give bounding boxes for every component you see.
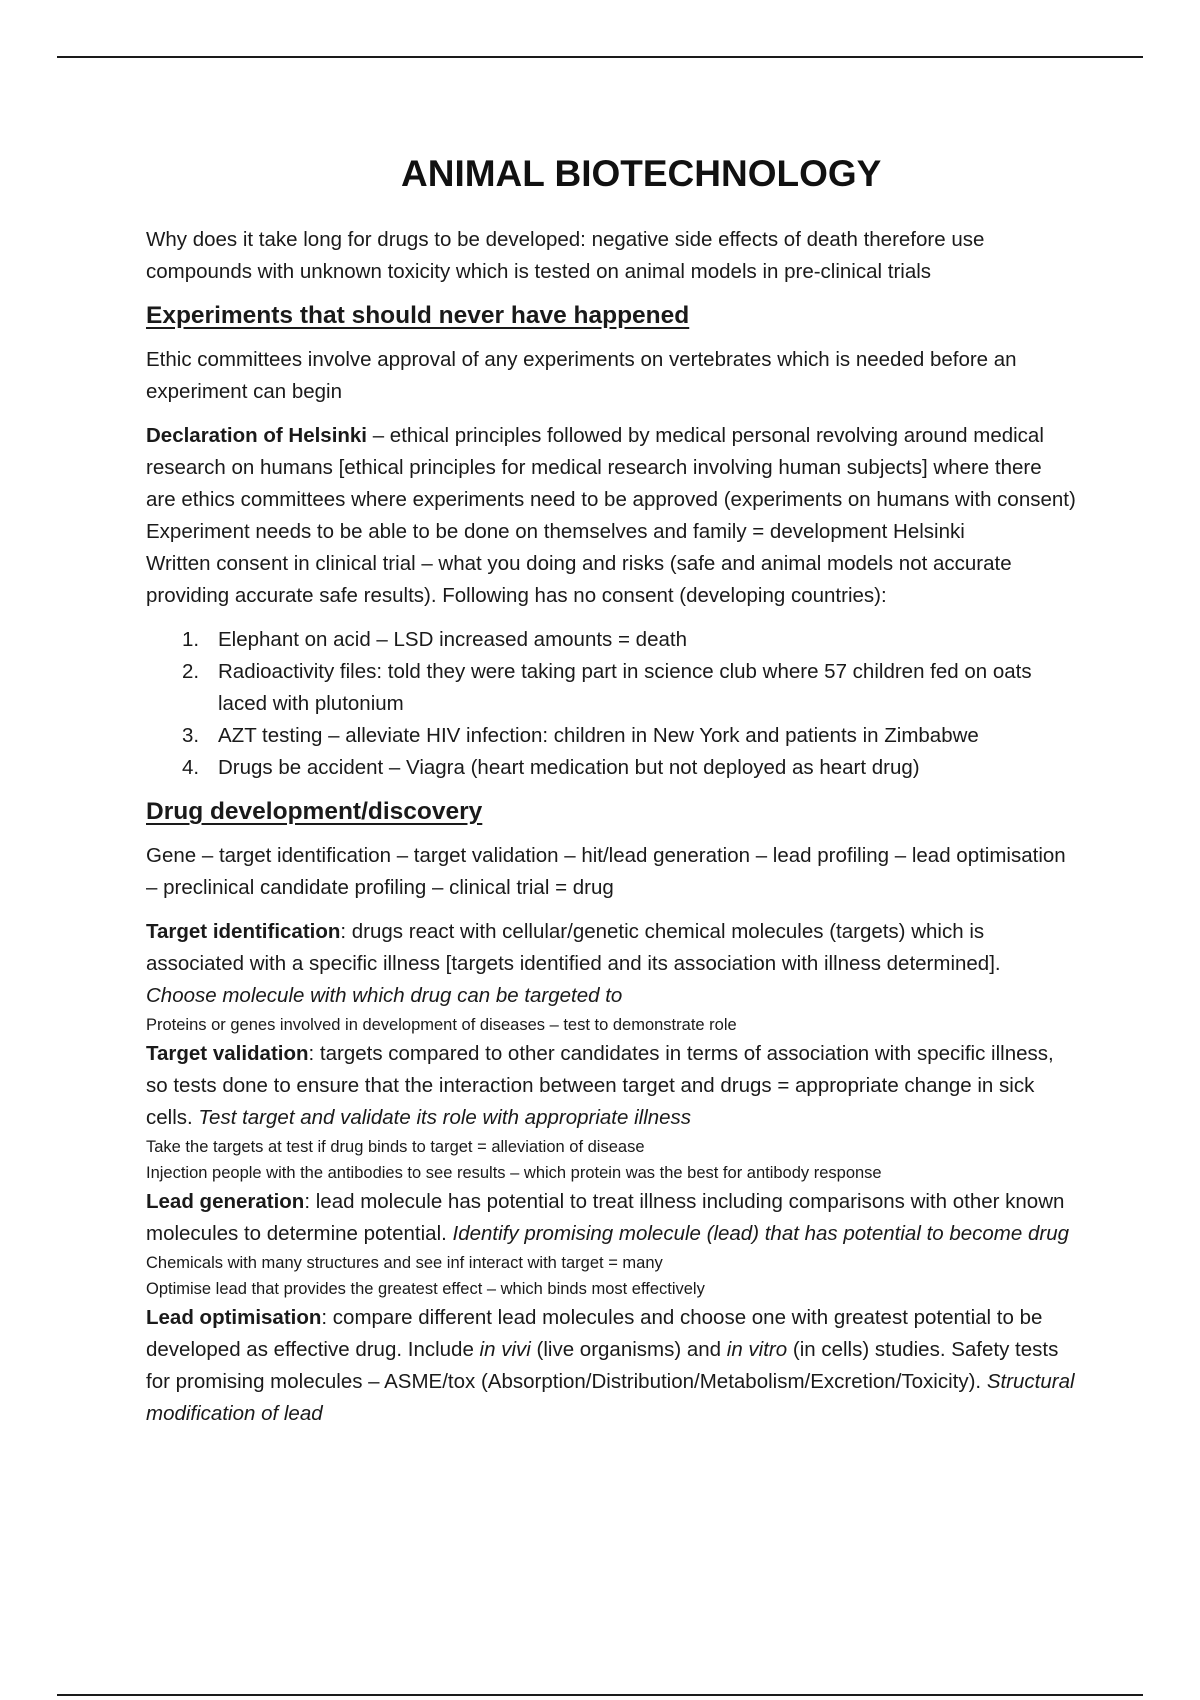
- lead-generation-note: Optimise lead that provides the greatest effect – which binds most effectively: [146, 1280, 705, 1298]
- ethic-paragraph: Ethic committees involve approval of any experiments on vertebrates which is needed before an experiment can begin: [146, 348, 1017, 403]
- list-item: 2. Radioactivity files: told they were taking part in science club where 57 children fed on oats laced with plutonium: [182, 660, 1032, 715]
- page-title: ANIMAL BIOTECHNOLOGY: [401, 153, 882, 194]
- helsinki-text: – ethical principles followed by medical personal revolving around medical research on humans [ethical principles for medical research involving human subjects] where there are ethics committees where experiments need to be approved (experiments on humans with consent): [146, 424, 1076, 511]
- lead-optimisation-paragraph: Lead optimisation: compare different lead molecules and choose one with greatest potential to be developed as effective drug. Include in vivi (live organisms) and in vitro (in cells) studies. Safety tests for promising molecules – ASME/tox (Absorption/Distribution/Metabolism/Excretion/Toxicity). Structural modification of lead: [146, 1306, 1075, 1425]
- target-validation-term: Target validation: [146, 1042, 309, 1065]
- target-identification-note: Proteins or genes involved in development of diseases – test to demonstrate role: [146, 1016, 737, 1034]
- list-item: 3. AZT testing – alleviate HIV infection: children in New York and patients in Zimbabwe: [182, 724, 979, 747]
- document-body: [146, 146, 1076, 1430]
- helsinki-term: Declaration of Helsinki: [146, 424, 368, 447]
- lead-generation-term: Lead generation: [146, 1190, 305, 1213]
- helsinki-paragraph: [146, 420, 1076, 516]
- section-heading-experiments: Experiments that should never have happened: [146, 302, 690, 329]
- target-validation-note: Take the targets at test if drug binds to target = alleviation of disease: [146, 1138, 645, 1156]
- list-item: 4. Drugs be accident – Viagra (heart medication but not deployed as heart drug): [182, 756, 920, 779]
- consent-paragraph: Written consent in clinical trial – what you doing and risks (safe and animal models not accurate providing accurate safe results). Following has no consent (developing countries):: [146, 552, 1012, 607]
- no-consent-list: [146, 624, 1076, 784]
- lead-generation-paragraph: Lead generation: lead molecule has potential to treat illness including comparisons with other known molecules to determine potential. Identify promising molecule (lead) that has potential to become drug: [146, 1190, 1070, 1245]
- pipeline-paragraph: Gene – target identification – target validation – hit/lead generation – lead profiling – lead optimisation – preclinical candidate profiling – clinical trial = drug: [146, 844, 1066, 899]
- intro-paragraph: Why does it take long for drugs to be developed: negative side effects of death therefore use compounds with unknown toxicity which is tested on animal models in pre-clinical trials: [146, 228, 985, 283]
- lead-generation-note: Chemicals with many structures and see inf interact with target = many: [146, 1254, 663, 1272]
- section-heading-drug-development: Drug development/discovery: [146, 798, 483, 825]
- target-validation-paragraph: Target validation: targets compared to other candidates in terms of association with specific illness, so tests done to ensure that the interaction between target and drugs = appropriate change in sick cells. Test target and validate its role with appropriate illness: [146, 1042, 1054, 1129]
- list-item: 1. Elephant on acid – LSD increased amounts = death: [182, 628, 687, 651]
- target-identification-term: Target identification: [146, 920, 341, 943]
- target-identification-paragraph: Target identification: drugs react with cellular/genetic chemical molecules (targets) which is associated with a specific illness [targets identified and its association with illness determined]. Choose molecule with which drug can be targeted to: [146, 920, 1001, 1007]
- target-validation-note: Injection people with the antibodies to see results – which protein was the best for antibody response: [146, 1164, 882, 1182]
- bottom-rule: [57, 1694, 1143, 1696]
- top-rule: [57, 56, 1143, 58]
- experiment-line: Experiment needs to be able to be done on themselves and family = development Helsinki: [146, 520, 965, 543]
- lead-optimisation-term: Lead optimisation: [146, 1306, 322, 1329]
